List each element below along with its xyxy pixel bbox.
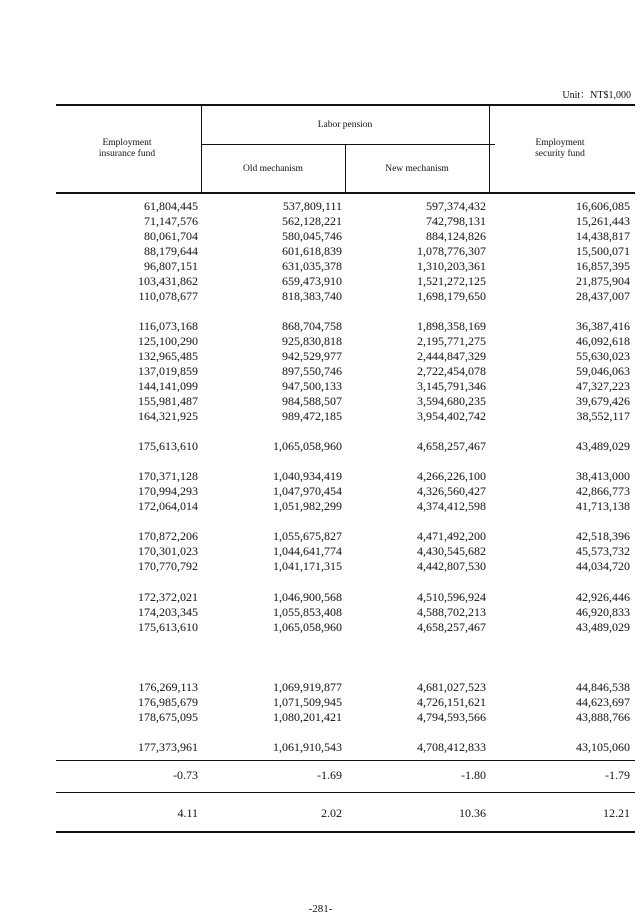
table-cell: -1.79 (605, 768, 630, 782)
table-cell: 177,373,961 (138, 740, 198, 754)
table-cell: 170,872,206 (138, 529, 198, 543)
table-cell: 4,442,807,530 (417, 559, 486, 573)
table-row (56, 334, 634, 349)
table-cell: 110,078,677 (138, 289, 198, 303)
table-cell: 46,092,618 (576, 334, 630, 348)
table-cell: 46,920,833 (576, 605, 630, 619)
table-cell: 4,326,560,427 (417, 484, 486, 498)
table-cell: 1,521,272,125 (417, 274, 486, 288)
table-cell: 61,804,445 (144, 199, 198, 213)
table-cell: 164,321,925 (138, 409, 198, 423)
header-labor-pension: Labor pension (317, 120, 373, 130)
table-row (56, 319, 634, 334)
table-cell: 562,128,221 (282, 214, 342, 228)
table-cell: 44,846,538 (576, 680, 630, 694)
table-row (56, 379, 634, 394)
table-cell: 44,034,720 (576, 559, 630, 573)
table-row (56, 484, 634, 499)
table-cell: 42,866,773 (576, 484, 630, 498)
table-row (56, 544, 634, 559)
table-cell: 4,588,702,213 (417, 605, 486, 619)
table-cell: 42,926,446 (576, 590, 630, 604)
table-cell: 44,623,697 (576, 695, 630, 709)
table-row (56, 394, 634, 409)
table-cell: 59,046,063 (576, 364, 630, 378)
table-cell: 1,044,641,774 (273, 544, 342, 558)
table-cell: 170,770,792 (138, 559, 198, 573)
table-row (56, 244, 634, 259)
table-cell: 742,798,131 (426, 214, 486, 228)
table-cell: 12.21 (603, 806, 630, 820)
header-new-mechanism: New mechanism (385, 164, 449, 174)
table-row (56, 274, 634, 289)
unit-label: Unit：NT$1,000 (562, 90, 631, 101)
table-row (56, 364, 634, 379)
table-cell: 155,981,487 (138, 394, 198, 408)
table-cell: 132,965,485 (138, 349, 198, 363)
header-divider-1 (201, 105, 202, 193)
table-row (56, 710, 634, 725)
table-cell: 580,045,746 (282, 229, 342, 243)
table-cell: 1,041,171,315 (273, 559, 342, 573)
header-mid-rule (201, 144, 495, 145)
table-cell: 2.02 (321, 806, 342, 820)
table-cell: 14,438,817 (576, 229, 630, 243)
header-old-mechanism: Old mechanism (243, 164, 303, 174)
table-cell: 38,413,000 (576, 469, 630, 483)
table-cell: 4,510,596,924 (417, 590, 486, 604)
table-cell: 897,550,746 (282, 364, 342, 378)
table-cell: 36,387,416 (576, 319, 630, 333)
table-cell: 868,704,758 (282, 319, 342, 333)
table-cell: 170,301,023 (138, 544, 198, 558)
table-cell: 984,588,507 (282, 394, 342, 408)
table-bottom-rule (56, 831, 635, 833)
table-cell: 55,630,023 (576, 349, 630, 363)
table-cell: 125,100,290 (138, 334, 198, 348)
table-cell: -0.73 (173, 768, 198, 782)
table-cell: 10.36 (459, 806, 486, 820)
table-cell: 3,145,791,346 (417, 379, 486, 393)
table-cell: 1,080,201,421 (273, 710, 342, 724)
table-cell: 176,269,113 (138, 680, 198, 694)
table-cell: 88,179,644 (144, 244, 198, 258)
table-cell: 4,374,412,598 (417, 499, 486, 513)
table-row (56, 740, 634, 755)
page-number: -281- (308, 903, 333, 915)
table-cell: 137,019,859 (138, 364, 198, 378)
table-cell: 1,055,853,408 (273, 605, 342, 619)
growth-section-rule (56, 792, 635, 793)
table-row (56, 680, 634, 695)
table-cell: 3,594,680,235 (417, 394, 486, 408)
table-cell: 43,105,060 (576, 740, 630, 754)
table-cell: 4.11 (177, 806, 198, 820)
table-cell: 1,698,179,650 (417, 289, 486, 303)
table-cell: 103,431,862 (138, 274, 198, 288)
table-cell: 47,327,223 (576, 379, 630, 393)
table-cell: -1.80 (461, 768, 486, 782)
percent-section-rule (56, 760, 635, 761)
table-cell: 597,374,432 (426, 199, 486, 213)
table-row (56, 768, 634, 783)
table-cell: 2,444,847,329 (417, 349, 486, 363)
table-cell: 172,372,021 (138, 590, 198, 604)
table-cell: 96,807,151 (144, 259, 198, 273)
table-top-rule (56, 104, 635, 106)
table-cell: 4,430,545,682 (417, 544, 486, 558)
table-cell: 21,875,904 (576, 274, 630, 288)
table-row (56, 469, 634, 484)
table-cell: 1,055,675,827 (273, 529, 342, 543)
table-cell: 4,658,257,467 (417, 620, 486, 634)
table-cell: 43,489,029 (576, 439, 630, 453)
table-cell: 41,713,138 (576, 499, 630, 513)
table-cell: 4,471,492,200 (417, 529, 486, 543)
table-row (56, 259, 634, 274)
table-cell: 45,573,732 (576, 544, 630, 558)
table-cell: 1,069,919,877 (273, 680, 342, 694)
table-cell: 4,658,257,467 (417, 439, 486, 453)
table-cell: 4,266,226,100 (417, 469, 486, 483)
table-cell: 43,888,766 (576, 710, 630, 724)
table-row (56, 499, 634, 514)
table-cell: 176,985,679 (138, 695, 198, 709)
table-cell: 3,954,402,742 (417, 409, 486, 423)
table-cell: 2,195,771,275 (417, 334, 486, 348)
table-cell: 16,857,395 (576, 259, 630, 273)
table-row (56, 439, 634, 454)
header-employment-security: Employment security fund (535, 138, 585, 159)
table-cell: 1,061,910,543 (273, 740, 342, 754)
table-row (56, 409, 634, 424)
table-cell: 1,071,509,945 (273, 695, 342, 709)
table-cell: 71,147,576 (144, 214, 198, 228)
table-row (56, 559, 634, 574)
table-cell: 1,051,982,299 (273, 499, 342, 513)
table-cell: 884,124,826 (426, 229, 486, 243)
table-cell: 178,675,095 (138, 710, 198, 724)
table-cell: 537,809,111 (282, 199, 342, 213)
table-cell: 15,500,071 (576, 244, 630, 258)
table-cell: 1,065,058,960 (273, 620, 342, 634)
table-cell: 4,681,027,523 (417, 680, 486, 694)
table-cell: 175,613,610 (138, 620, 198, 634)
table-cell: 2,722,454,078 (417, 364, 486, 378)
table-row (56, 590, 634, 605)
table-cell: 170,994,293 (138, 484, 198, 498)
table-cell: 116,073,168 (138, 319, 198, 333)
header-divider-3 (489, 105, 490, 193)
table-row (56, 605, 634, 620)
table-cell: 43,489,029 (576, 620, 630, 634)
header-employment-insurance: Employment insurance fund (98, 138, 156, 159)
table-row (56, 289, 634, 304)
table-cell: 947,500,133 (282, 379, 342, 393)
table-cell: 175,613,610 (138, 439, 198, 453)
table-cell: 15,261,443 (576, 214, 630, 228)
table-cell: 818,383,740 (282, 289, 342, 303)
table-cell: 4,726,151,621 (417, 695, 486, 709)
table-cell: 1,078,776,307 (417, 244, 486, 258)
table-cell: 144,141,099 (138, 379, 198, 393)
table-cell: 4,708,412,833 (417, 740, 486, 754)
table-row (56, 695, 634, 710)
table-cell: 80,061,704 (144, 229, 198, 243)
table-row (56, 214, 634, 229)
table-cell: 38,552,117 (576, 409, 630, 423)
table-row (56, 229, 634, 244)
table-cell: 659,473,910 (282, 274, 342, 288)
table-cell: 989,472,185 (282, 409, 342, 423)
table-cell: 172,064,014 (138, 499, 198, 513)
table-row (56, 199, 634, 214)
table-cell: 16,606,085 (576, 199, 630, 213)
table-row (56, 806, 634, 821)
table-cell: 4,794,593,566 (417, 710, 486, 724)
table-cell: 174,203,345 (138, 605, 198, 619)
table-cell: 42,518,396 (576, 529, 630, 543)
table-cell: 170,371,128 (138, 469, 198, 483)
table-cell: 942,529,977 (282, 349, 342, 363)
table-cell: 601,618,839 (282, 244, 342, 258)
table-row (56, 349, 634, 364)
table-row (56, 529, 634, 544)
table-cell: 28,437,007 (576, 289, 630, 303)
table-row (56, 620, 634, 635)
table-cell: 39,679,426 (576, 394, 630, 408)
table-cell: 1,065,058,960 (273, 439, 342, 453)
table-cell: 1,898,358,169 (417, 319, 486, 333)
table-cell: 1,046,900,568 (273, 590, 342, 604)
table-cell: -1.69 (317, 768, 342, 782)
table-cell: 1,047,970,454 (273, 484, 342, 498)
table-cell: 1,040,934,419 (273, 469, 342, 483)
table-cell: 631,035,378 (282, 259, 342, 273)
table-cell: 925,830,818 (282, 334, 342, 348)
table-cell: 1,310,203,361 (417, 259, 486, 273)
